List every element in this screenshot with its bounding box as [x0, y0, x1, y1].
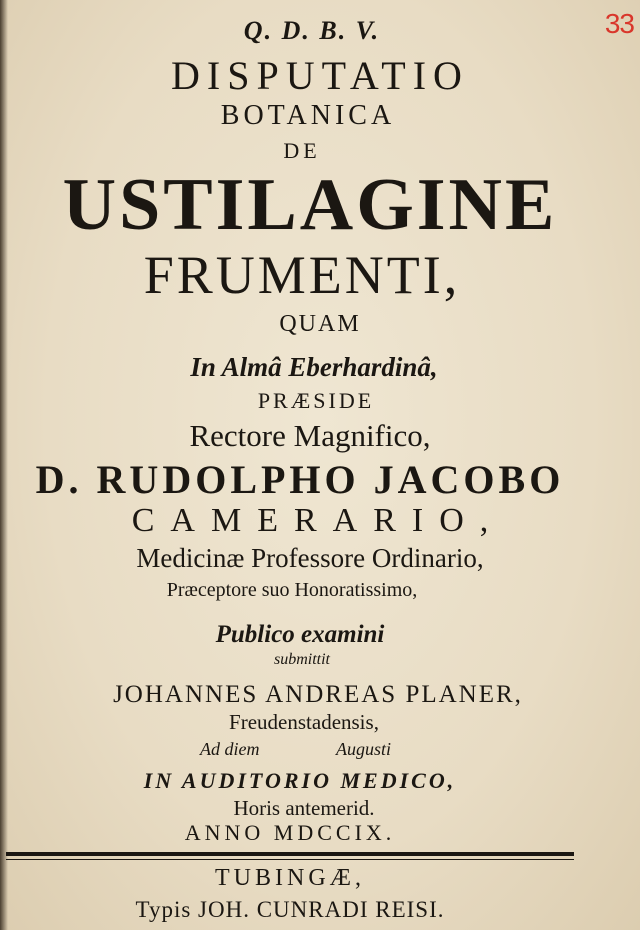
- title-de: DE: [283, 138, 321, 163]
- location-eberhardina: In Almâ Eberhardinâ,: [190, 352, 438, 382]
- title-botanica: BOTANICA: [220, 100, 396, 131]
- quam: QUAM: [279, 311, 361, 337]
- ad-diem: Ad diem: [200, 739, 260, 759]
- imprint-printer: Typis JOH. CUNRADI REISI.: [135, 897, 445, 922]
- divider-rule-thick: [6, 852, 574, 856]
- anno-date: ANNO MDCCIX.: [184, 820, 396, 845]
- publico-examini: Publico examini: [215, 621, 385, 648]
- rector-magnifico: Rectore Magnifico,: [189, 418, 431, 453]
- praeceptor: Præceptore suo Honoratissimo,: [166, 579, 418, 601]
- praeside: PRÆSIDE: [257, 388, 375, 413]
- page-number-annotation: 33: [604, 8, 634, 39]
- auditorium: IN AUDITORIO MEDICO,: [143, 768, 457, 793]
- praeses-title: Medicinæ Professore Ordinario,: [136, 543, 484, 573]
- praeses-surname: CAMERARIO,: [131, 502, 505, 539]
- divider-rule-thin: [6, 859, 574, 860]
- respondent-origin: Freudenstadensis,: [229, 710, 379, 734]
- title-frumenti: FRUMENTI,: [143, 245, 461, 305]
- submittit: submittit: [273, 651, 330, 668]
- title-ustilagine: USTILAGINE: [62, 164, 558, 246]
- title-disputatio: DISPUTATIO: [171, 53, 469, 98]
- horis-antemerid: Horis antemerid.: [233, 796, 375, 820]
- respondent-name: JOHANNES ANDREAS PLANER,: [113, 681, 523, 708]
- augusti: Augusti: [336, 739, 392, 759]
- praeses-name: D. RUDOLPHO JACOBO: [35, 457, 565, 502]
- dedication: Q. D. B. V.: [243, 16, 381, 45]
- imprint-place: TUBINGÆ,: [215, 865, 365, 891]
